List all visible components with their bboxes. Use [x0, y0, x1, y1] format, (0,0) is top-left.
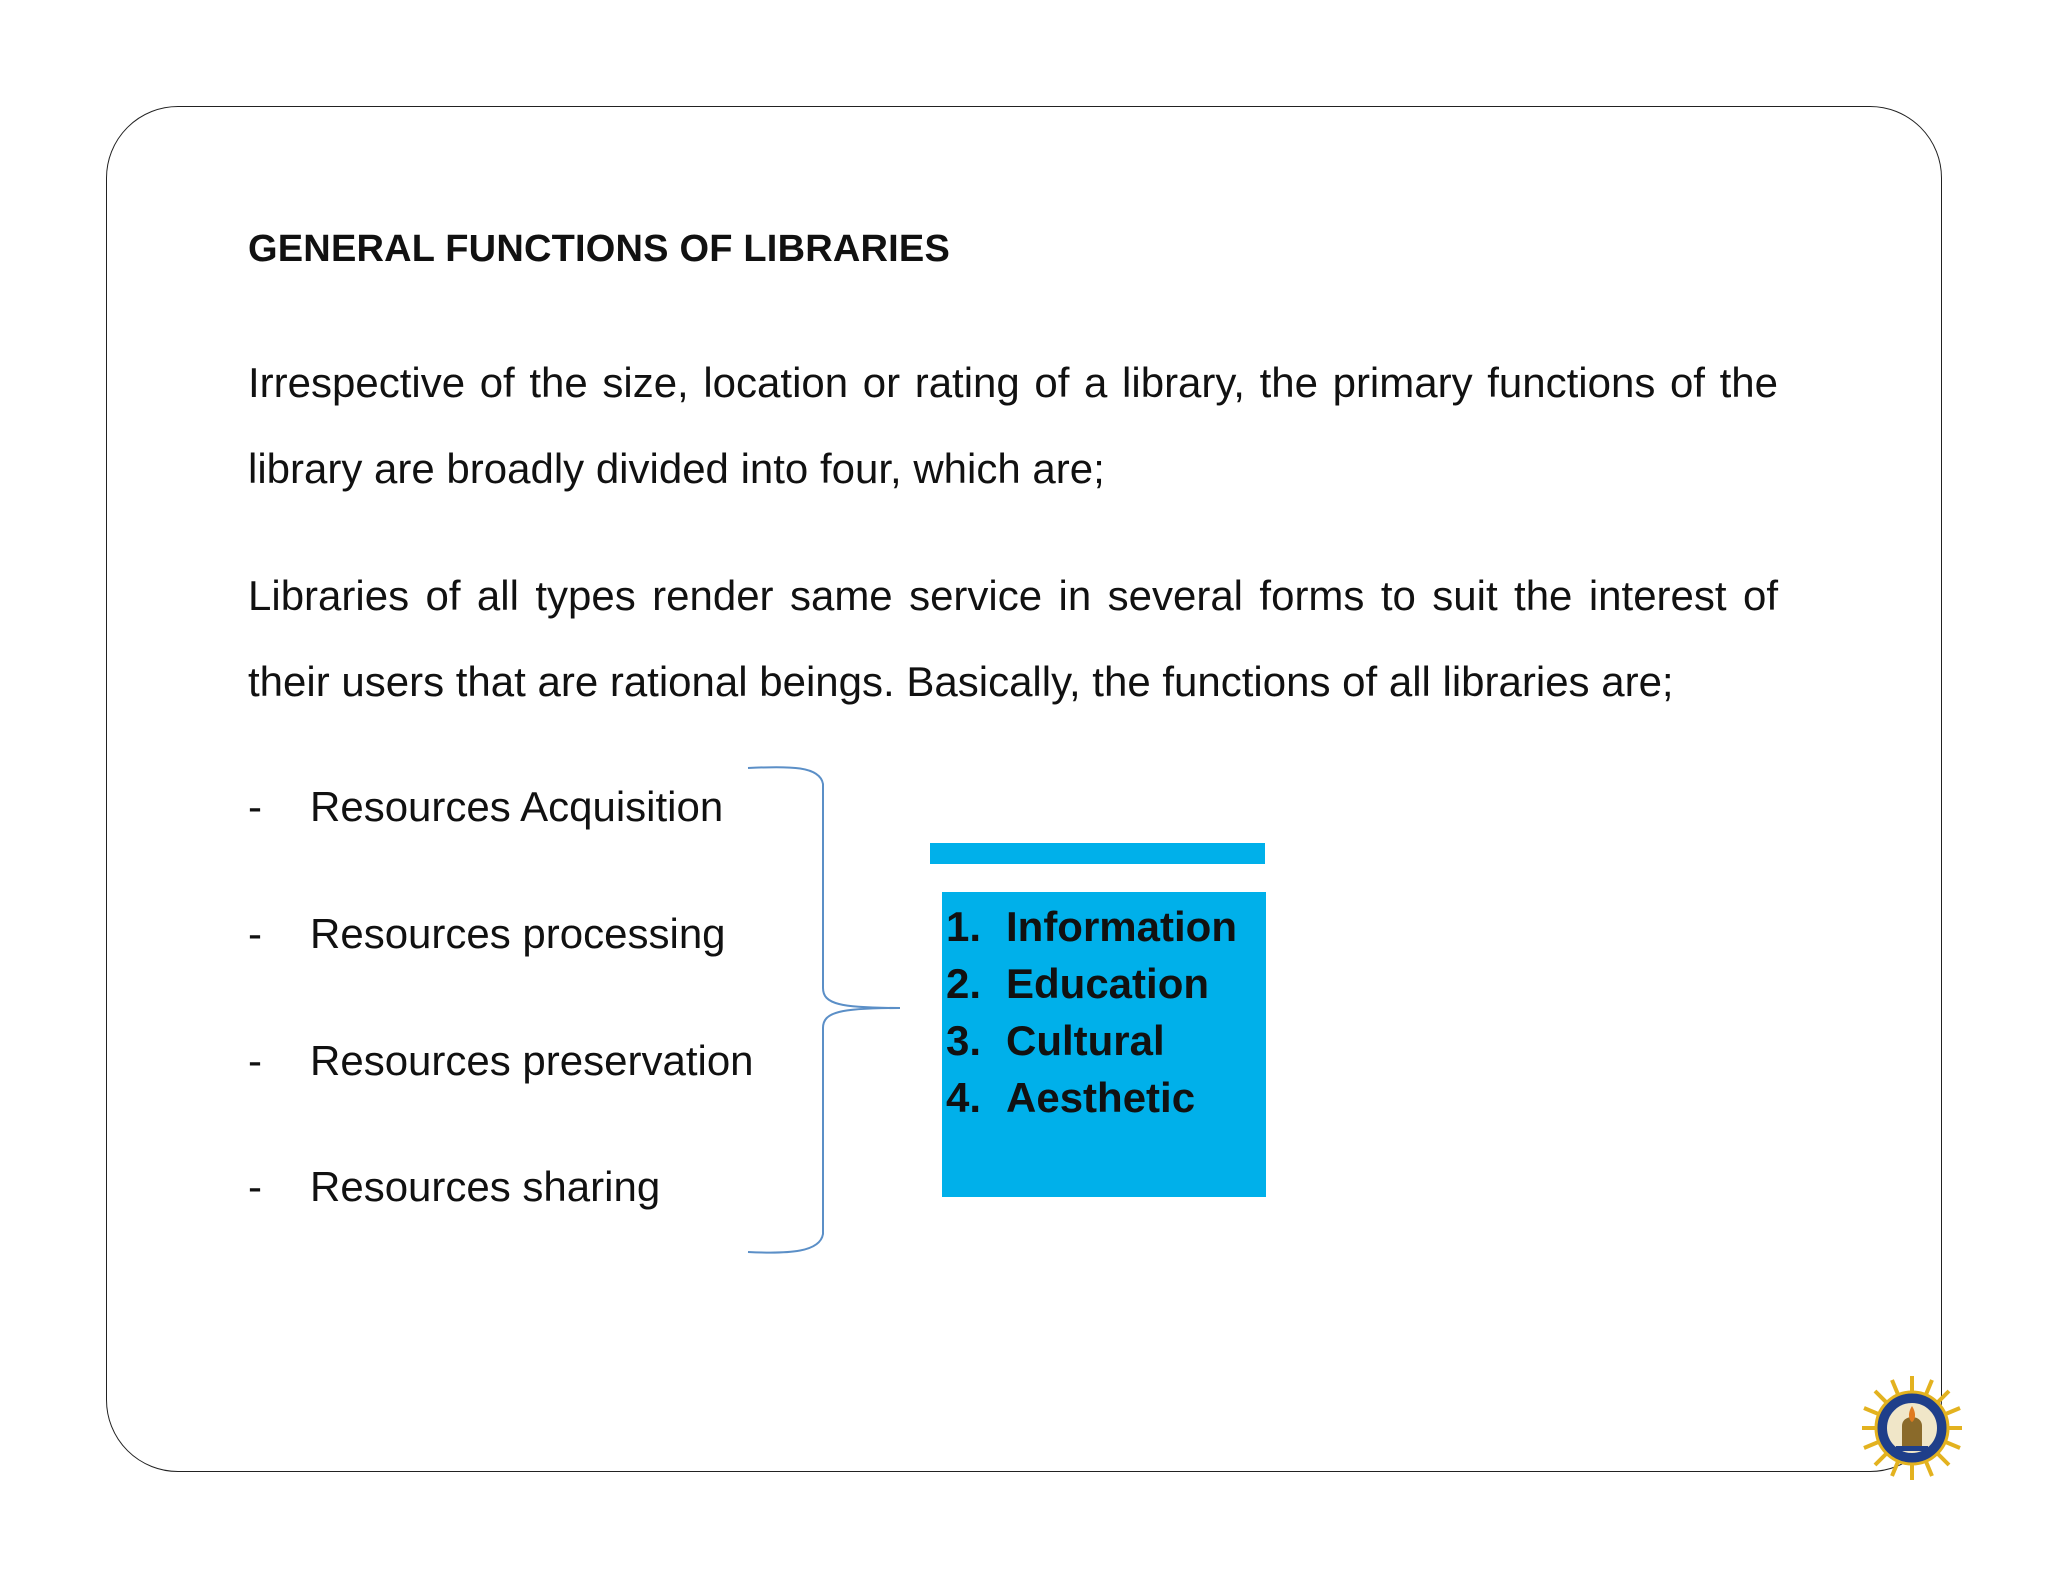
function-label: Education [1006, 960, 1210, 1007]
function-item-cultural [946, 1012, 1266, 1069]
bullet-item-preservation [248, 1037, 754, 1085]
bullet-label: Resources preservation [310, 1037, 754, 1084]
bullet-label: Resources Acquisition [310, 783, 724, 830]
bullet-dash: - [248, 910, 262, 957]
function-label: Information [1006, 903, 1237, 950]
bullet-dash: - [248, 1037, 262, 1084]
right-curly-brace-icon [740, 760, 900, 1260]
bullet-item-acquisition [248, 783, 723, 831]
function-item-aesthetic [946, 1069, 1266, 1126]
function-label: Cultural [1006, 1017, 1165, 1064]
bullet-label: Resources sharing [310, 1163, 661, 1210]
intro-paragraph: Irrespective of the size, location or rating of a library, the primary functions of the library are broadly divided into four, which are; [248, 359, 1778, 492]
functions-box [942, 892, 1266, 1197]
bullet-label: Resources processing [310, 910, 726, 957]
function-item-information [946, 898, 1266, 955]
function-item-education [946, 955, 1266, 1012]
functions-paragraph: Libraries of all types render same service in several forms to suit the interest of their users that are rational beings. Basically, the functions of all libraries are; [248, 572, 1778, 705]
bullet-dash: - [248, 1163, 262, 1210]
function-label: Aesthetic [1006, 1074, 1196, 1121]
function-number: 1. [946, 903, 982, 950]
bullet-item-sharing [248, 1163, 660, 1211]
function-number: 4. [946, 1074, 982, 1121]
bullet-item-processing [248, 910, 726, 958]
bullet-dash: - [248, 783, 262, 830]
university-seal-icon [1862, 1370, 1962, 1495]
slide-heading: GENERAL FUNCTIONS OF LIBRARIES [248, 228, 950, 270]
function-number: 2. [946, 960, 982, 1007]
function-number: 3. [946, 1017, 982, 1064]
box-accent-bar [930, 843, 1265, 864]
